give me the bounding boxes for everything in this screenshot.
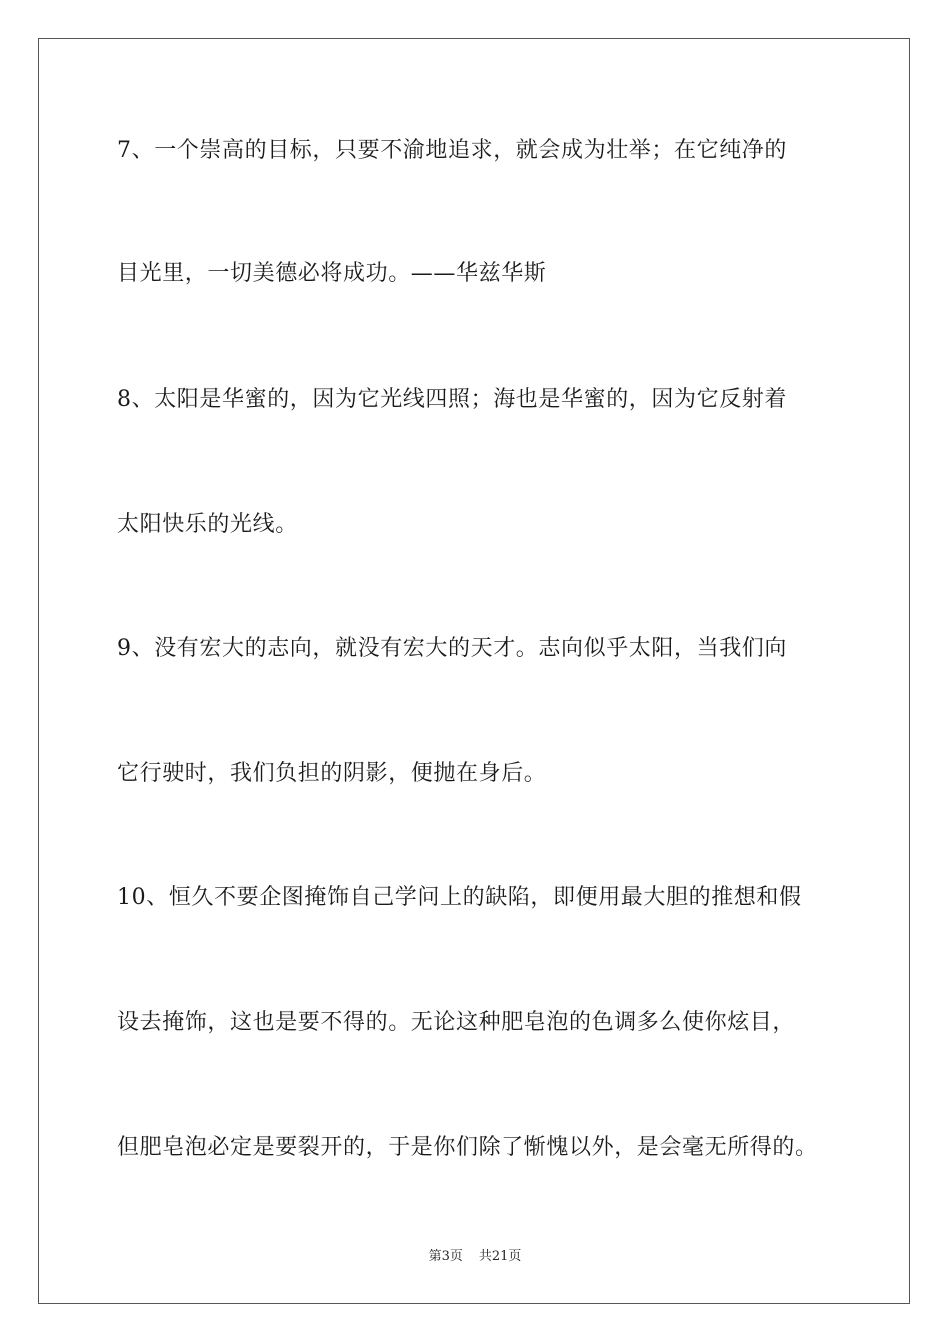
quote-9-line-2: 它行驶时，我们负担的阴影，便抛在身后。 (117, 761, 547, 786)
quote-8-line-1: 8、太阳是华蜜的，因为它光线四照；海也是华蜜的，因为它反射着 (117, 387, 787, 412)
page-total: 共21页 (478, 1249, 522, 1264)
quote-10-line-2: 设去掩饰，这也是要不得的。无论这种肥皂泡的色调多么使你炫目， (117, 1010, 796, 1035)
page-footer (0, 1248, 950, 1266)
quote-10-line-1: 10、恒久不要企图掩饰自己学问上的缺陷，即便用最大胆的推想和假 (117, 885, 802, 910)
quote-10-line-3: 但肥皂泡必定是要裂开的，于是你们除了惭愧以外，是会毫无所得的。 (117, 1135, 818, 1160)
page-number: 第3页 (428, 1249, 463, 1264)
quote-7-line-1: 7、一个崇高的目标，只要不渝地追求，就会成为壮举；在它纯净的 (117, 138, 787, 163)
quote-7-line-2: 目光里，一切美德必将成功。——华兹华斯 (117, 261, 547, 286)
page-border (38, 38, 910, 1304)
quote-9-line-1: 9、没有宏大的志向，就没有宏大的天才。志向似乎太阳，当我们向 (117, 636, 787, 661)
quote-8-line-2: 太阳快乐的光线。 (117, 512, 298, 537)
